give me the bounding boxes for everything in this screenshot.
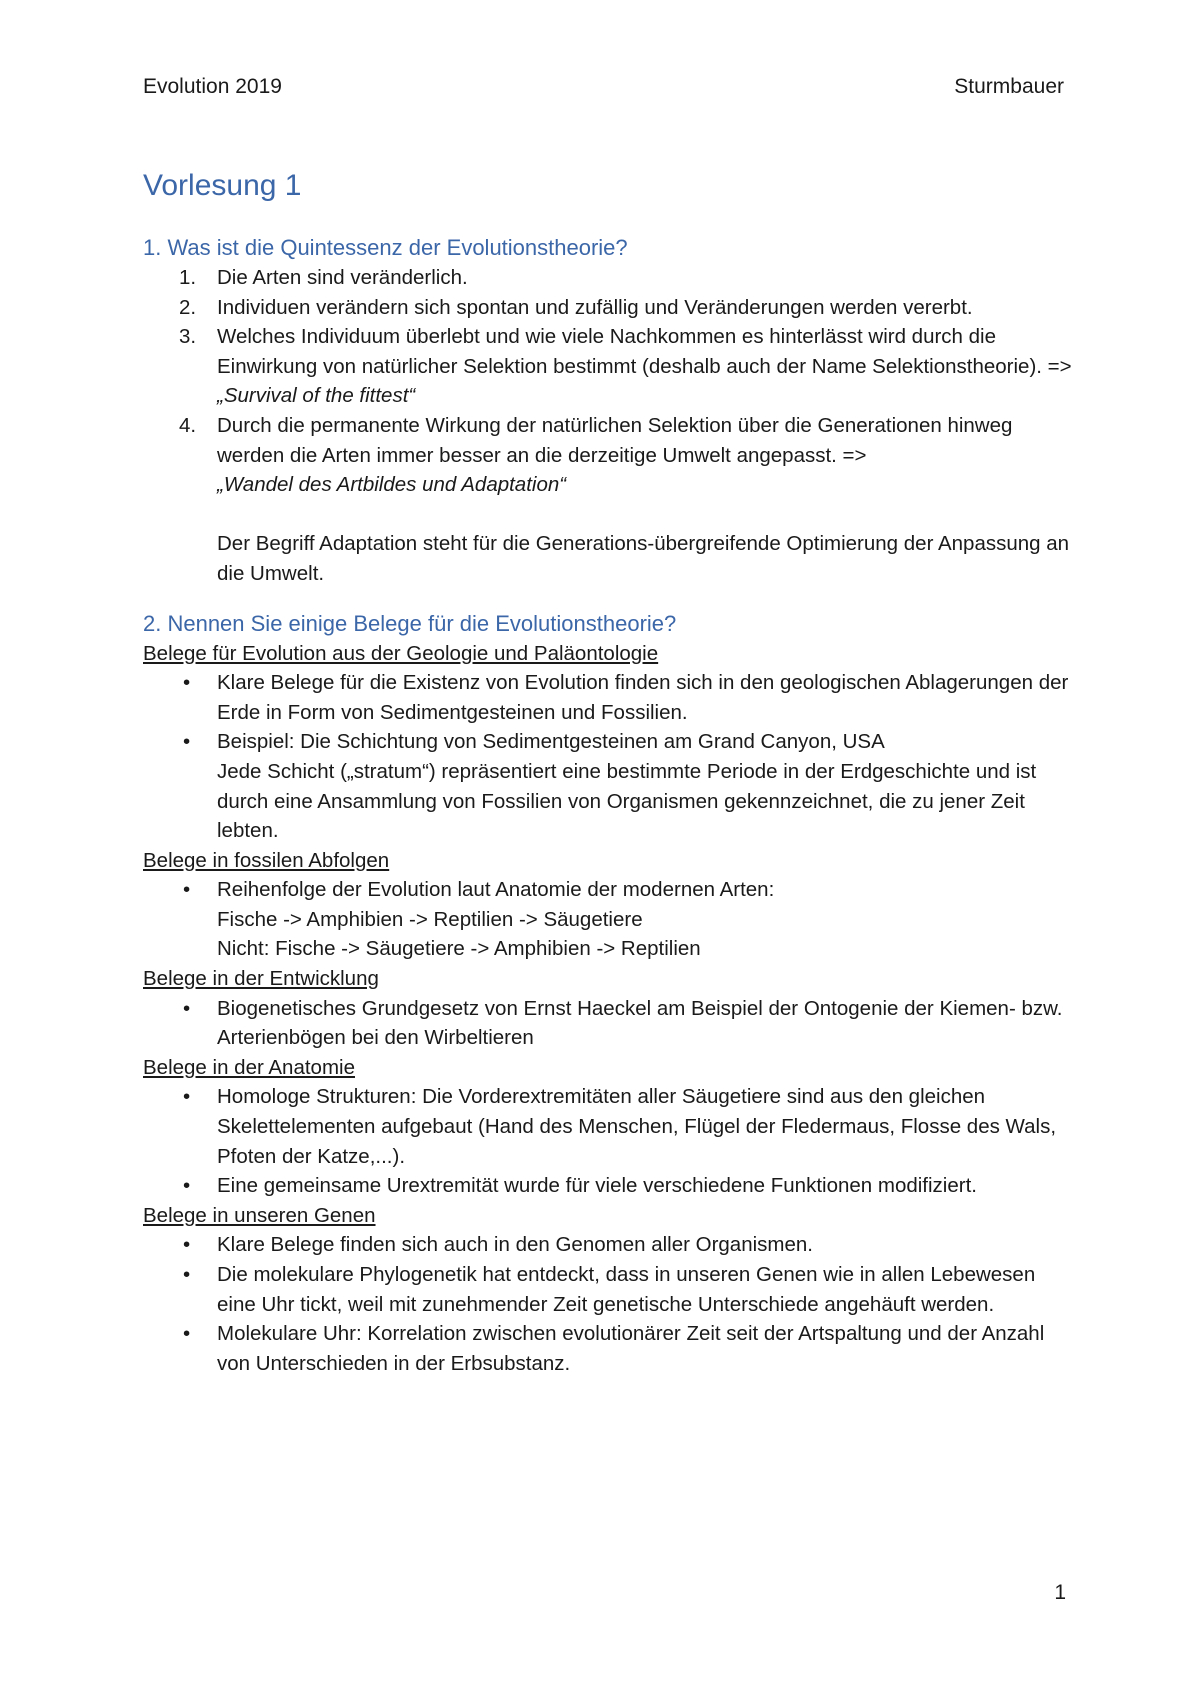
geology-bullets: [143, 668, 1073, 846]
page-number: 1: [1054, 1581, 1066, 1604]
list-item: [143, 1319, 1073, 1378]
list-item-text: Fische -> Amphibien -> Reptilien -> Säugetiere: [217, 907, 643, 931]
list-item: [143, 994, 1073, 1053]
header-course: Evolution 2019: [143, 75, 282, 98]
list-item: [143, 727, 1073, 845]
list-item: [143, 322, 1073, 411]
fossil-bullets: [143, 875, 1073, 964]
genes-bullets: [143, 1230, 1073, 1378]
list-item-text: Die Arten sind veränderlich.: [217, 266, 468, 289]
list-item-text: Nicht: Fische -> Säugetiere -> Amphibien -> Reptilien: [217, 937, 701, 961]
development-bullets: [143, 994, 1073, 1053]
section-title-anatomy: Belege in der Anatomie: [143, 1055, 355, 1079]
lecture-title: Vorlesung 1: [143, 169, 302, 202]
list-number: 2.: [179, 295, 197, 319]
list-item: [143, 1171, 1073, 1201]
list-item: [143, 263, 1073, 293]
bullet-icon: •: [183, 878, 191, 902]
list-number: 1.: [179, 266, 197, 289]
list-item-emphasis: „Survival of the fittest“: [217, 384, 416, 408]
bullet-icon: •: [183, 1322, 191, 1346]
list-item: [143, 875, 1073, 964]
list-number: 4.: [179, 413, 197, 437]
section-title-genes: Belege in unseren Genen: [143, 1203, 376, 1227]
bullet-icon: •: [183, 671, 191, 695]
document-body: [143, 168, 1073, 1378]
list-item-text: Molekulare Uhr: Korrelation zwischen evolutionärer Zeit seit der Artspaltung und der Anzahl von Unterschieden in der Erbsubstanz.: [217, 1322, 1045, 1375]
list-item-text: Beispiel: Die Schichtung von Sedimentgesteinen am Grand Canyon, USA: [217, 730, 885, 754]
header-author: Sturmbauer: [954, 75, 1064, 98]
list-item-text: Eine gemeinsame Urextremität wurde für viele verschiedene Funktionen modifiziert.: [217, 1174, 977, 1198]
list-item: [143, 293, 1073, 323]
list-item-text: Jede Schicht („stratum“) repräsentiert eine bestimmte Periode in der Erdgeschichte und ist durch eine Ansammlung von Fossilien von Organismen gekennzeichnet, die zu jener Zeit lebten.: [217, 759, 1037, 843]
list-item: [143, 1082, 1073, 1171]
anatomy-bullets: [143, 1082, 1073, 1200]
bullet-icon: •: [183, 1085, 191, 1109]
list-item-text: Individuen verändern sich spontan und zufällig und Veränderungen werden vererbt.: [217, 295, 973, 319]
list-item-text: Biogenetisches Grundgesetz von Ernst Haeckel am Beispiel der Ontogenie der Kiemen- bzw. Arterienbögen bei den Wirbeltieren: [217, 996, 1063, 1050]
section-title-geology: Belege für Evolution aus der Geologie und Paläontologie: [143, 641, 659, 665]
list-item-text: Welches Individuum überlebt und wie viele Nachkommen es hinterlässt wird durch die Einwirkung von natürlicher Selektion bestimmt (deshalb auch der Name Selektionstheorie). =>: [217, 325, 1072, 378]
list-number: 3.: [179, 325, 197, 349]
list-item: [143, 1230, 1073, 1260]
question-2-title: 2. Nennen Sie einige Belege für die Evolutionstheorie?: [143, 610, 677, 636]
list-item-text: Reihenfolge der Evolution laut Anatomie der modernen Arten:: [217, 878, 775, 902]
section-title-fossil: Belege in fossilen Abfolgen: [143, 848, 390, 872]
list-item-text: Homologe Strukturen: Die Vorderextremitäten aller Säugetiere sind aus den gleichen Skelettelementen aufgebaut (Hand des Menschen, Flügel der Fledermaus, Flosse des Wals, Pfoten der Katze,...).: [217, 1085, 1057, 1168]
section-title-development: Belege in der Entwicklung: [143, 967, 379, 991]
bullet-icon: •: [183, 996, 191, 1020]
list-item-text: Klare Belege finden sich auch in den Genomen aller Organismen.: [217, 1233, 813, 1257]
question-1-title: 1. Was ist die Quintessenz der Evolutionstheorie?: [143, 235, 628, 260]
bullet-icon: •: [183, 1233, 191, 1257]
bullet-icon: •: [183, 1174, 191, 1198]
bullet-icon: •: [183, 1263, 191, 1286]
list-item-text: Durch die permanente Wirkung der natürlichen Selektion über die Generationen hinweg werden die Arten immer besser an die derzeitige Umwelt angepasst. =>: [217, 413, 1013, 467]
list-item: [143, 1260, 1073, 1319]
list-item: [143, 411, 1073, 500]
list-item-text: Die molekulare Phylogenetik hat entdeckt, dass in unseren Genen wie in allen Lebewesen eine Uhr tickt, weil mit zunehmender Zeit genetische Unterschiede angehäuft werden.: [217, 1263, 1036, 1316]
list-item-emphasis: „Wandel des Artbildes und Adaptation“: [217, 473, 567, 497]
quintessence-list: [143, 263, 1073, 500]
list-item-text: Klare Belege für die Existenz von Evolution finden sich in den geologischen Ablagerungen der Erde in Form von Sedimentgesteinen und Fossilien.: [217, 671, 1069, 724]
page-header: [143, 74, 1064, 100]
adaptation-note: Der Begriff Adaptation steht für die Generations-übergreifende Optimierung der Anpassung an die Umwelt.: [217, 532, 1070, 585]
list-item: [143, 668, 1073, 727]
bullet-icon: •: [183, 730, 191, 754]
